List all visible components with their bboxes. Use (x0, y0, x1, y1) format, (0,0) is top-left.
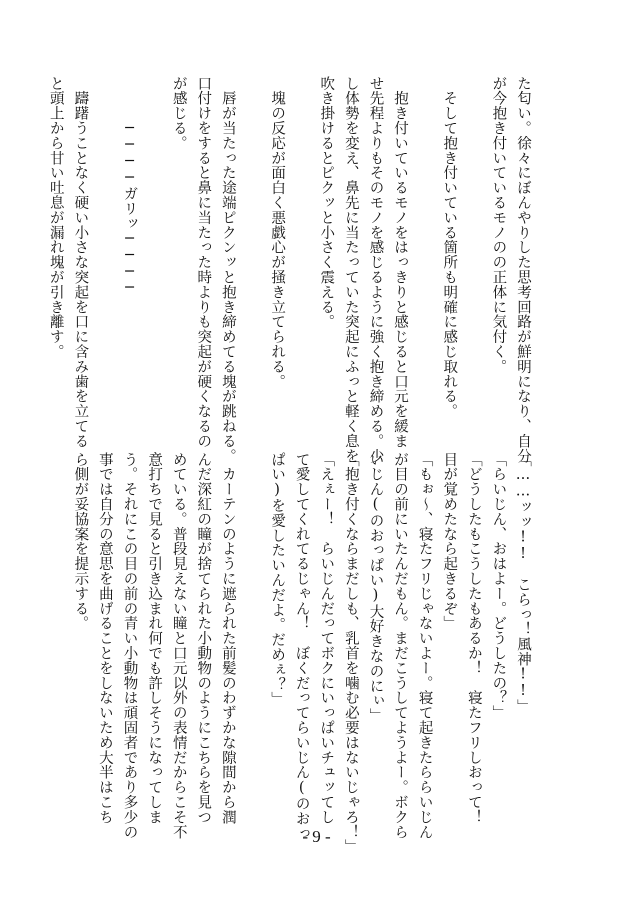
page-number: - 9 - (302, 827, 331, 846)
blank-line (412, 76, 437, 438)
text-line: 口付けをすると鼻に当たった時よりも突起が硬くなるの (195, 76, 212, 449)
lower-text-block (72, 452, 535, 855)
dialogue-line: 「……ッッ!! こらっ！風神!!」 (515, 452, 531, 715)
dialogue-line: 「どうしたもこうしたもあるか！ 寝たフリしおって！ (465, 452, 482, 825)
blank-line (240, 452, 265, 814)
blank-line (240, 76, 265, 438)
dialogue-line: ぱい)を愛したいんだよ。だめぇ？」 (269, 452, 286, 707)
dialogue-line: が目の前にいたんだもん。まだこうしてようよー。ボクら (392, 452, 409, 840)
dialogue-line: いじん(のおっぱい)大好きなのにぃ」 (367, 452, 384, 724)
text-line: 塊の反応が面白く悪戯心が掻き立てられる。 (269, 76, 286, 389)
text-line: そして抱き付いている箇所も明確に感じ取れる。 (441, 76, 458, 419)
text-line: が感じる。 (170, 76, 187, 151)
dialogue-line: 「らいじん、おはよー。どうしたの？」 (490, 452, 507, 721)
text-line: んだ深紅の瞳が捨てられた小動物のようにこちらを見つ (195, 452, 212, 825)
text-line: ら側が妥協案を提示する。 (72, 452, 89, 631)
dialogue-line: 「えぇー！ らいじんだってボクにいっぱいチュッてし (318, 452, 335, 825)
blank-line (461, 76, 486, 438)
text-line: た匂い。徐々にぼんやりした思考回路が鮮明になり、自分 (515, 76, 531, 464)
sound-effect-line: ────ガリッ──── (121, 76, 138, 297)
text-line: めている。普段見えない瞳と口元以外の表情だからこそ不 (170, 452, 187, 840)
upper-text-block (47, 76, 535, 464)
text-line: カーテンのように遮られた前髪のわずかな隙間から潤 (219, 452, 236, 825)
blank-line (92, 76, 117, 438)
text-line: 躊躇うことなく硬い小さな突起を口に含み歯を立てる (72, 76, 89, 449)
text-line: と頭上から甘い吐息が漏れ塊が引き離す。 (47, 76, 64, 360)
blank-line (289, 76, 314, 438)
text-line: し体勢を変え、鼻先に当たっていた突起にふっと軽く息を (342, 76, 359, 464)
dialogue-line: 「抱き付くならまだしも、乳首を噛む必要はないじゃろ！」 (342, 452, 359, 855)
text-line: 抱き付いているモノをはっきりと感じると口元を緩ま (392, 76, 409, 449)
text-line: が今抱き付いているモノのの正体に気付く。 (490, 76, 507, 374)
dialogue-line: 目が覚めたなら起きるぞ」 (441, 452, 458, 631)
blank-line (142, 76, 167, 438)
text-line: 意打ちで見ると引き込まれ何でも許しそうになってしま (146, 452, 163, 825)
text-line: う。それにこの目の前の青い小動物は頑固者であり多少の (121, 452, 138, 840)
text-line: 吹き掛けるとピクッと小さく震える。 (318, 76, 335, 330)
text-line: せ先程よりもそのモノを感じるように強く抱き締める。少 (367, 76, 384, 464)
dialogue-line: て愛してくれてるじゃん！ ぼくだってらいじん(のおっ (293, 452, 310, 841)
text-line: 事では自分の意思を曲げることをしないため大半はこち (96, 452, 113, 825)
dialogue-line: 「もぉ～、寝たフリじゃないよー。寝て起きたららいじん (416, 452, 433, 840)
text-line: 唇が当たった途端ピクンッと抱き締めてる塊が跳ねる。 (219, 76, 236, 464)
